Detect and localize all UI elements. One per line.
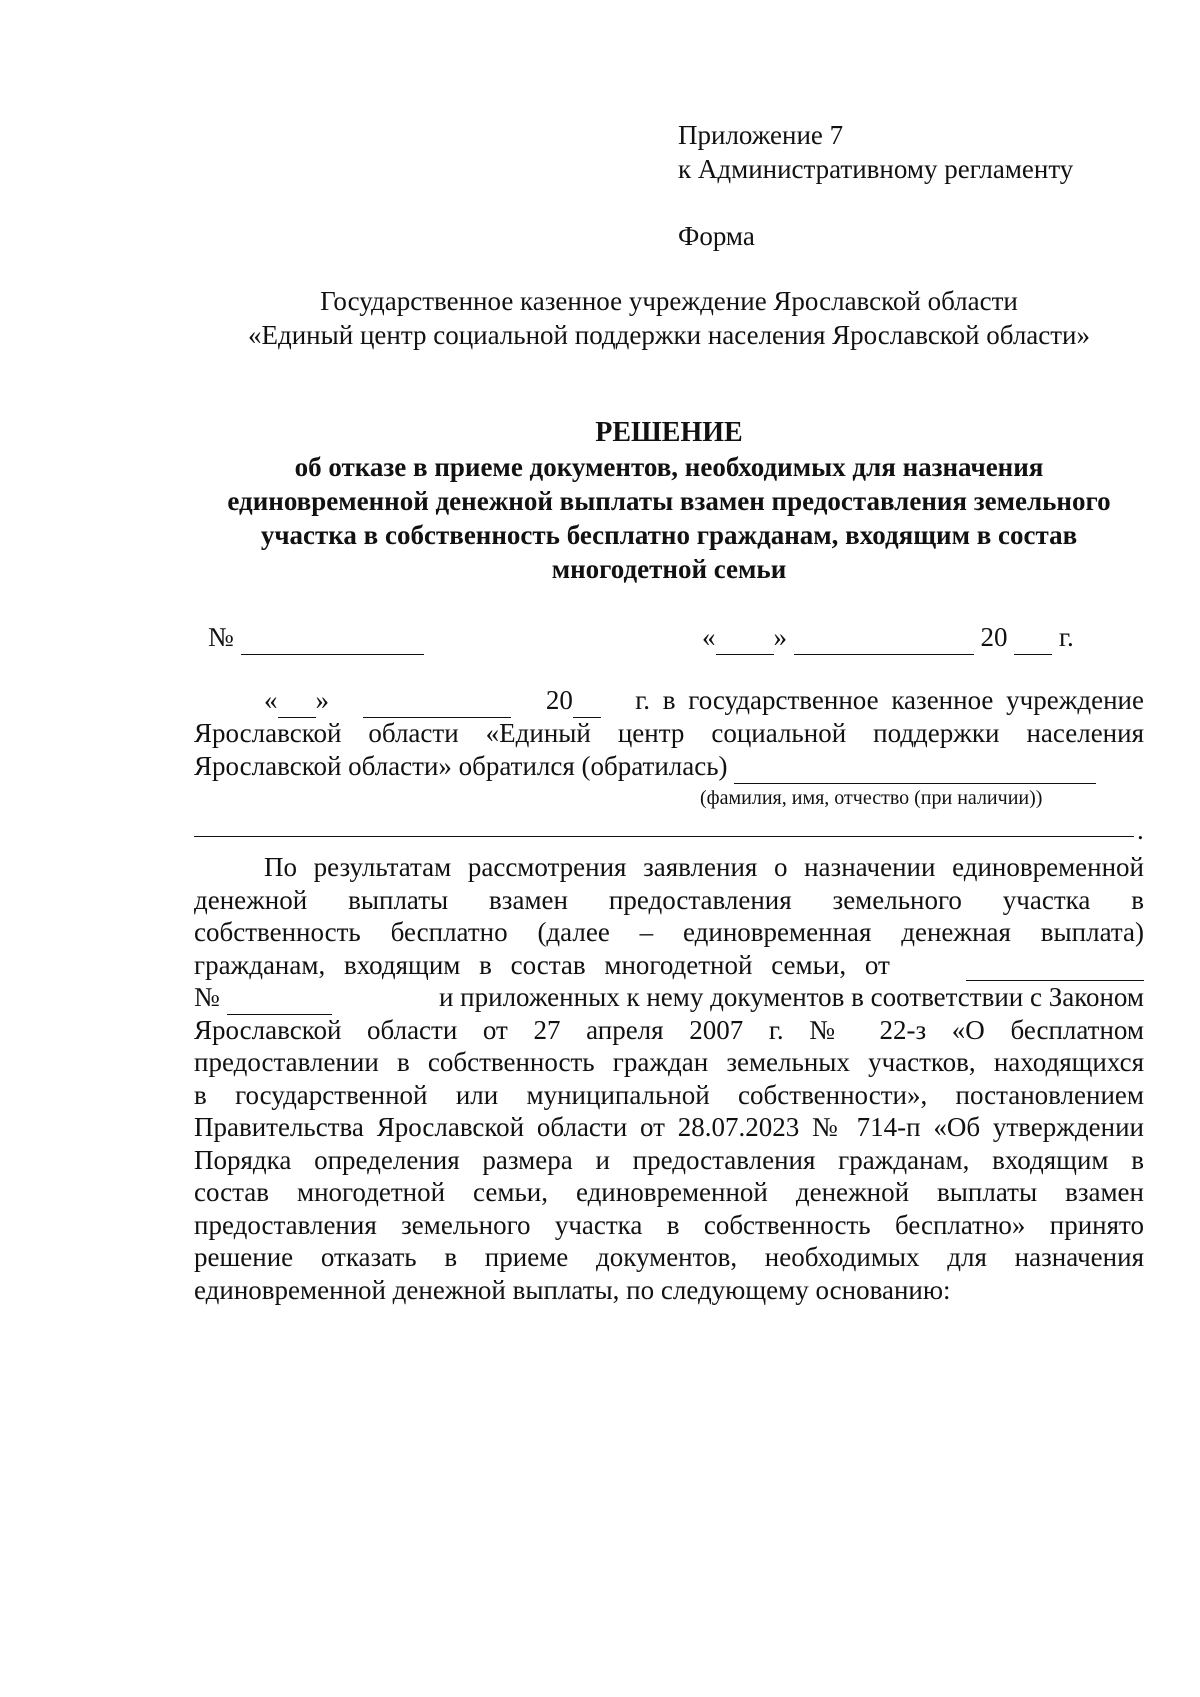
- intro-line-2: [194, 717, 1144, 750]
- date-month-blank: [794, 621, 974, 655]
- applicant-name-blank: [734, 750, 1096, 784]
- intro-year-blank: [573, 684, 601, 718]
- intro-open-quote: «: [264, 685, 278, 715]
- intro-close-quote: »: [315, 685, 329, 715]
- application-date-blank: [966, 949, 1144, 982]
- document-subtitle-line-4: многодетной семьи: [551, 554, 787, 584]
- body-line-9: Правительства Ярославской области от 28.07.2023 № 714-п «Об утверждении: [194, 1112, 1144, 1142]
- body-line-7: предоставлении в собственность граждан земельных участков, находящихся: [194, 1047, 1144, 1077]
- application-number-blank: [227, 981, 332, 1015]
- intro-month-blank: [363, 684, 511, 718]
- organization-line-1: Государственное казенное учреждение Ярославской области: [320, 286, 1018, 316]
- intro-line-1-text: г. в государственное казенное учреждение: [635, 685, 1144, 715]
- body-line-11: состав многодетной семьи, единовременной денежной выплаты взамен: [194, 1177, 1144, 1207]
- document-subtitle-line-1: об отказе в приеме документов, необходимых для назначения: [294, 452, 1044, 482]
- date-year-suffix: г.: [1059, 622, 1074, 652]
- body-line-4-text: гражданам, входящим в состав многодетной семьи, от: [194, 949, 890, 980]
- intro-day-blank: [278, 684, 316, 718]
- body-line-13: решение отказать в приеме документов, необходимых для назначения: [194, 1242, 1144, 1272]
- organization-line-2: «Единый центр социальной поддержки населения Ярославской области»: [247, 320, 1091, 350]
- applicant-end-dot: .: [1137, 815, 1144, 845]
- date-open-quote: «: [702, 622, 716, 652]
- appendix-number: Приложение 7: [678, 120, 844, 150]
- decision-number-field: [208, 621, 424, 655]
- application-number-sign: №: [194, 982, 220, 1012]
- body-line-6: Ярославской области от 27 апреля 2007 г. № 22-з «О бесплатном: [194, 1014, 1144, 1045]
- body-line-1: По результатам рассмотрения заявления о назначении единовременной: [264, 852, 1144, 882]
- document-subtitle-line-2: единовременной денежной выплаты взамен предоставления земельного: [227, 486, 1111, 516]
- body-line-3: собственность бесплатно (далее – единовременная денежная выплата): [194, 917, 1144, 947]
- appendix-reference: к Административному регламенту: [678, 154, 1074, 184]
- applicant-continuation-line: [194, 836, 1134, 837]
- body-line-2: денежной выплаты взамен предоставления земельного участка в: [194, 884, 1144, 915]
- decision-body: [194, 851, 1144, 1306]
- date-close-quote: »: [773, 622, 787, 652]
- date-day-blank: [716, 621, 774, 655]
- intro-line-3: [194, 750, 1096, 784]
- decision-date-field: [702, 621, 1074, 655]
- number-sign: №: [208, 622, 234, 652]
- intro-year-prefix: 20: [545, 685, 573, 715]
- body-line-12: предоставления земельного участка в собственность бесплатно» принято: [194, 1209, 1144, 1240]
- intro-line-1: [194, 684, 1144, 718]
- applicant-name-caption: (фамилия, имя, отчество (при наличии)): [700, 787, 1043, 809]
- intro-line-3-text: Ярославской области» обратился (обратилась): [194, 751, 728, 781]
- document-subtitle-line-3: участка в собственность бесплатно гражданам, входящим в состав: [260, 520, 1078, 550]
- body-line-10: Порядка определения размера и предоставления гражданам, входящим в: [194, 1144, 1144, 1175]
- body-line-5: [194, 981, 1144, 1014]
- body-line-8: в государственной или муниципальной собственности», постановлением: [194, 1079, 1144, 1110]
- body-line-14: единовременной денежной выплаты, по следующему основанию:: [194, 1274, 951, 1305]
- form-label: Форма: [678, 221, 755, 251]
- date-year-prefix: 20: [980, 622, 1008, 652]
- document-title: РЕШЕНИЕ: [595, 417, 743, 448]
- date-year-blank: [1014, 621, 1052, 655]
- body-line-5-text: и приложенных к нему документов в соответствии с Законом: [438, 982, 1144, 1012]
- decision-number-blank: [241, 621, 424, 655]
- body-line-4: [194, 949, 1144, 982]
- intro-line-2-text: Ярославской области «Единый центр социальной поддержки населения: [194, 718, 1144, 748]
